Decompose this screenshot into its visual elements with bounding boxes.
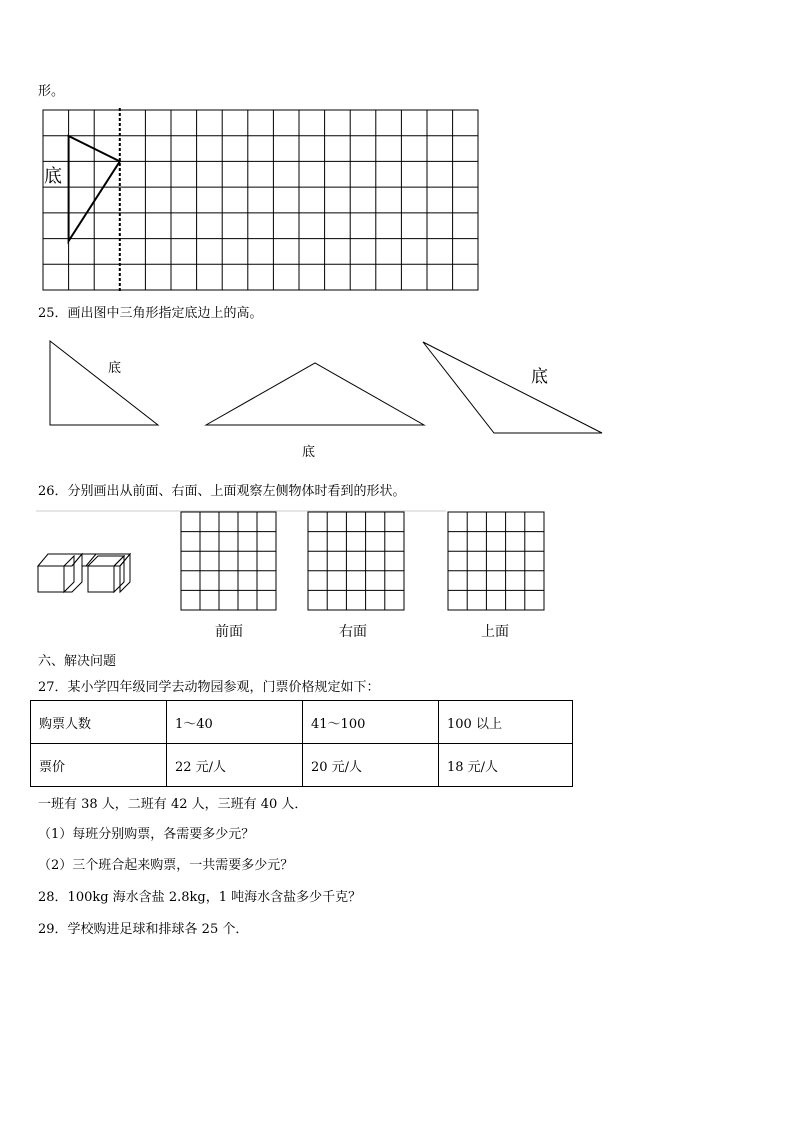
table-cell: 票价 [31, 744, 167, 787]
front-view-label: 前面 [215, 624, 243, 640]
grid-base-label: 底 [44, 166, 62, 187]
table-cell: 1～40 [167, 701, 303, 744]
obtuse-triangle-base-label: 底 [302, 445, 316, 460]
table-cell: 购票人数 [31, 701, 167, 744]
top-fragment-text: 形。 [38, 84, 65, 99]
obtuse-triangle [206, 363, 424, 425]
q26-text: 26．分别画出从前面、右面、上面观察左侧物体时看到的形状。 [38, 484, 406, 499]
right-triangle-base-label: 底 [108, 361, 122, 376]
right-triangle [50, 341, 158, 425]
top-view-label: 上面 [481, 624, 509, 640]
ticket-price-table [30, 700, 573, 787]
front-view-grid [181, 512, 276, 610]
table-cell: 18 元/人 [439, 744, 573, 787]
table-cell: 41～100 [303, 701, 439, 744]
table-cell: 100 以上 [439, 701, 573, 744]
q29-text: 29．学校购进足球和排球各 25 个． [38, 922, 249, 937]
table-row [31, 701, 573, 744]
scalene-triangle-base-label: 底 [531, 367, 548, 387]
q26-figures [36, 508, 556, 643]
q27-info-text: 一班有 38 人，二班有 42 人，三班有 40 人． [38, 797, 308, 812]
top-view-grid [448, 512, 544, 610]
table-cell: 20 元/人 [303, 744, 439, 787]
table-row [31, 744, 573, 787]
scalene-triangle [423, 342, 602, 433]
right-view-grid [308, 512, 404, 610]
q25-text: 25．画出图中三角形指定底边上的高。 [38, 306, 263, 321]
section-title: 六、解决问题 [38, 654, 117, 669]
q27-sub2-text: （2）三个班合起来购票，一共需要多少元？ [38, 858, 294, 873]
cube-stack-figure [38, 554, 130, 592]
grid-figure [40, 108, 480, 293]
q27-text: 27．某小学四年级同学去动物园参观，门票价格规定如下： [38, 680, 380, 695]
q28-text: 28．100kg 海水含盐 2.8kg，1 吨海水含盐多少千克？ [38, 890, 362, 905]
table-cell: 22 元/人 [167, 744, 303, 787]
q25-triangles [40, 335, 640, 465]
right-view-label: 右面 [339, 624, 367, 640]
q27-sub1-text: （1）每班分别购票，各需要多少元？ [38, 827, 255, 842]
